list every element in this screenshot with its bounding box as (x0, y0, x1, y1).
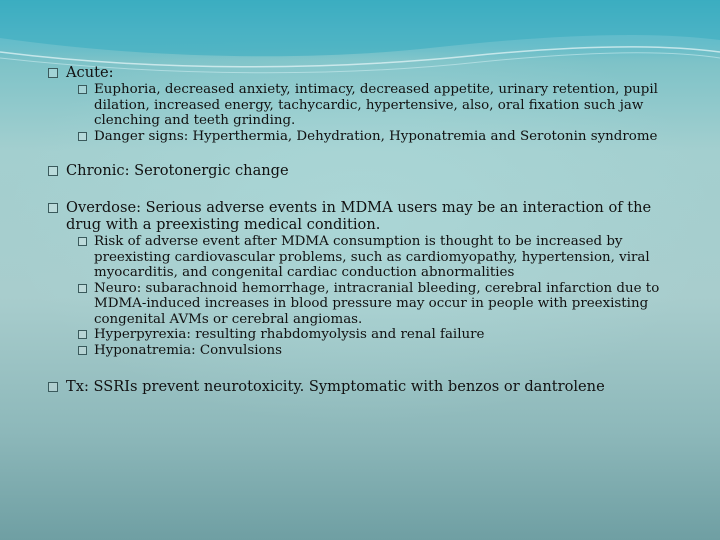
square-bullet-icon (48, 203, 58, 213)
bullet-treatment (48, 378, 688, 395)
subbullet-text: Euphoria, decreased anxiety, intimacy, decreased appetite, urinary retention, pupil dilation, increased energy, tachycardic, hypertensive, also, oral fixation such jaw clenching and teeth grinding. (94, 82, 658, 128)
square-bullet-icon (48, 382, 58, 392)
bullet-text: Chronic: Serotonergic change (66, 162, 289, 179)
square-bullet-icon (78, 330, 87, 339)
bullet-text: Tx: SSRIs prevent neurotoxicity. Symptomatic with benzos or dantrolene (66, 378, 605, 395)
square-bullet-icon (78, 237, 87, 246)
slide-content (48, 64, 688, 395)
subbullet-text: Danger signs: Hyperthermia, Dehydration, Hyponatremia and Serotonin syndrome (94, 128, 658, 144)
subbullet-text: Hyperpyrexia: resulting rhabdomyolysis and renal failure (94, 327, 485, 342)
subbullet-danger-signs (78, 129, 688, 145)
square-bullet-icon (48, 166, 58, 176)
square-bullet-icon (48, 68, 58, 78)
bullet-text: Overdose: Serious adverse events in MDMA users may be an interaction of the drug with a preexisting medical condition. (66, 199, 652, 233)
bullet-chronic (48, 162, 688, 179)
subbullet-neuro (78, 281, 688, 328)
square-bullet-icon (78, 132, 87, 141)
subbullet-text: Hyponatremia: Convulsions (94, 342, 283, 358)
square-bullet-icon (78, 346, 87, 355)
subbullet-cardiovascular-risk (78, 234, 688, 281)
subbullet-hyperpyrexia (78, 327, 688, 343)
bullet-text: Acute: (66, 64, 114, 81)
bullet-acute (48, 64, 688, 81)
square-bullet-icon (78, 85, 87, 94)
subbullet-hyponatremia (78, 343, 688, 359)
subbullet-acute-effects (78, 82, 688, 129)
subbullet-text: Risk of adverse event after MDMA consumption is thought to be increased by preexisting cardiovascular problems, such as cardiomyopathy, hypertension, viral myocarditis, and congenital cardiac conduction abnormalities (94, 234, 650, 280)
bullet-overdose (48, 199, 688, 233)
square-bullet-icon (78, 284, 87, 293)
subbullet-text: Neuro: subarachnoid hemorrhage, intracranial bleeding, cerebral infarction due to MDMA-induced increases in blood pressure may occur in people with preexisting congenital AVMs or cerebral angiomas. (94, 280, 660, 327)
